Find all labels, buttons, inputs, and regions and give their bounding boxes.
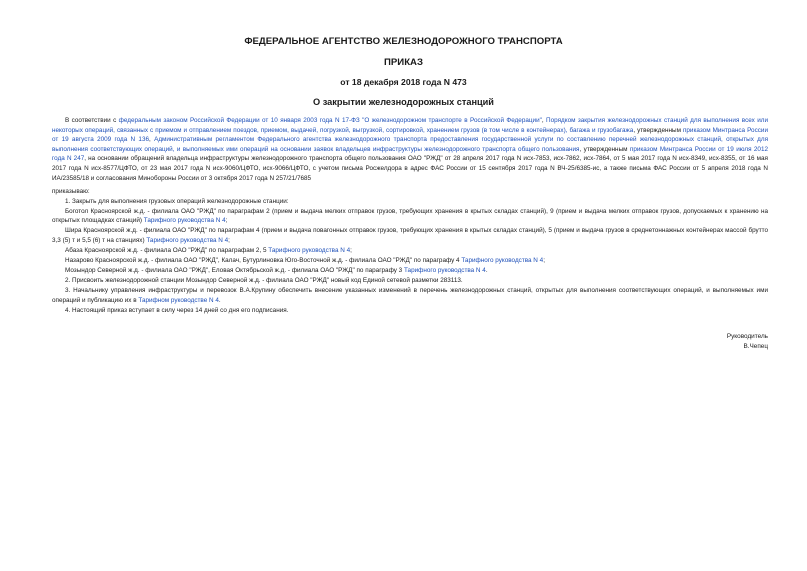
- item-3: [52, 286, 768, 305]
- punct: ;: [225, 217, 228, 225]
- punct: ;: [543, 257, 545, 265]
- intro-text-1: В соответствии с: [65, 117, 119, 124]
- document-type: ПРИКАЗ: [384, 57, 423, 68]
- admin-regulation-link[interactable]: Административным регламентом Федерального агентства железнодорожного транспорта предоставления государственной услуги по составлению перечней железнодорожных станций, открытых для выполнения соответствующих операций, и выполняемых ими операций на основании заявок владельцев инфраструктуры железнодорожного транспорта общего пользования: [52, 136, 769, 153]
- item-mozyndor: [52, 266, 768, 276]
- tariff-guide-link[interactable]: Тарифного руководства N 4: [403, 267, 486, 275]
- item-1-heading: 1. Закрыть для выполнения грузовых операций железнодорожные станции:: [65, 197, 289, 205]
- item-3-text: 3. Начальнику управления инфраструктуры и перевозок В.А.Крупину обеспечить внесение указанных изменений в перечень железнодорожных станций, открытых для выполнения соответствующих операций, и выполняемых ими операций и публикацию их в: [52, 287, 768, 305]
- mintrans-order-247-link[interactable]: приказом Минтранса России от 19 июля 2012 года N 247: [52, 145, 769, 163]
- item-nazarovo: [52, 256, 768, 266]
- signature-position: Руководитель: [726, 333, 768, 340]
- punct: .: [485, 267, 488, 275]
- punct: .: [218, 297, 221, 305]
- abaza-text: Абаза Красноярской ж.д. - филиала ОАО "РЖД" по параграфам 2, 5: [65, 247, 269, 255]
- intro-text-4: ,: [149, 136, 155, 144]
- mintrans-order-136-link[interactable]: приказом Минтранса России от 19 августа 2009 года N 136: [52, 126, 769, 144]
- bogotol-text: Боготол Красноярской ж.д. - филиала ОАО "РЖД" по параграфам 2 (прием и выдача мелких отправок грузов, требующих хранения в крытых складах станций), 9 (прием и выдача мелких отправок грузов, допускаемых к хранению на открытых площадках станций): [52, 207, 768, 225]
- punct: ;: [228, 237, 230, 245]
- intro-paragraph: [52, 116, 768, 183]
- intro-text-5: , утвержденным: [579, 145, 630, 153]
- item-2: 2. Присвоить железнодорожной станции Мозындор Северной ж.д. - филиала ОАО "РЖД" новый код Единой сетевой разметки 283113.: [65, 277, 463, 285]
- signature-name: В.Чепец: [743, 343, 768, 350]
- shira-text: Шира Красноярской ж.д. - филиала ОАО "РЖД" по параграфам 4 (прием и выдача повагонных отправок грузов, требующих хранения в крытых складах станций), 5 (прием и выдача грузов в среднетоннажных контейнерах массой брутто 3,3 (5) т и 5,5 (6) т на станциях): [52, 227, 768, 245]
- item-abaza: [52, 246, 768, 256]
- item-shira: [52, 226, 768, 245]
- tariff-guide-link[interactable]: Тарифного руководства N 4: [143, 217, 226, 225]
- intro-text-3: , утвержденным: [633, 126, 683, 134]
- closure-procedure-link[interactable]: Порядком закрытия железнодорожных станций для выполнения всех или некоторых операций, связанных с приемом и отправлением поездов, приемом, выдачей, погрузкой, выгрузкой, сортировкой, хранением грузов (в том числе в контейнерах), багажа и грузобагажа: [52, 117, 768, 134]
- document-title: О закрытии железнодорожных станций: [313, 97, 494, 107]
- tariff-guide-publication-link[interactable]: Тарифном руководстве N 4: [138, 297, 219, 305]
- document-body: [52, 116, 768, 316]
- item-bogotol: [52, 207, 768, 226]
- item-4: 4. Настоящий приказ вступает в силу через 14 дней со дня его подписания.: [65, 307, 289, 315]
- tariff-guide-link[interactable]: Тарифного руководства N 4: [461, 257, 544, 265]
- tariff-guide-link[interactable]: Тарифного руководства N 4: [268, 247, 351, 255]
- punct: ;: [350, 247, 352, 255]
- order-word: приказываю:: [52, 187, 90, 195]
- document-date-number: от 18 декабря 2018 года N 473: [340, 77, 467, 87]
- intro-text-6: , на основании обращений владельца инфраструктуры железнодорожного транспорта общего пользования ОАО "РЖД" от 28 апреля 2017 года N исх-7853, исх-7862, исх-7864, от 5 мая 2017 года N исх-8349, исх-8355, от 16 мая 2017 года N исх-8577/ЦФТО, от 23 мая 2017 года N исх-9060/ЦФТО, исх-9066/ЦФТО, с учетом письма Росжелдора в адрес ФАС России от 15 сентября 2017 года N ВЧ-25/6385-ис, а также письма ФАС России от 5 апреля 2018 года N ИА/23585/18 и согласования Минобороны России от 3 октября 2017 года N 257/21/7685: [52, 155, 768, 182]
- intro-text-2: ,: [541, 117, 547, 124]
- mozyndor-text: Мозындор Северной ж.д. - филиала ОАО "РЖД", Еловая Октябрьской ж.д. - филиала ОАО "РЖД" по параграфу 3: [65, 267, 404, 275]
- nazarovo-text: Назарово Красноярской ж.д. - филиала ОАО "РЖД", Калач, Бутурлиновка Юго-Восточной ж.д. - филиала ОАО "РЖД" по параграфу 4: [65, 257, 462, 265]
- agency-name: ФЕДЕРАЛЬНОЕ АГЕНТСТВО ЖЕЛЕЗНОДОРОЖНОГО ТРАНСПОРТА: [244, 36, 563, 47]
- tariff-guide-link[interactable]: Тарифного руководства N 4: [146, 237, 229, 245]
- federal-law-link[interactable]: федеральным законом Российской Федерации от 10 января 2003 года N 17-ФЗ "О железнодорожном транспорте в Российской Федерации": [118, 117, 542, 124]
